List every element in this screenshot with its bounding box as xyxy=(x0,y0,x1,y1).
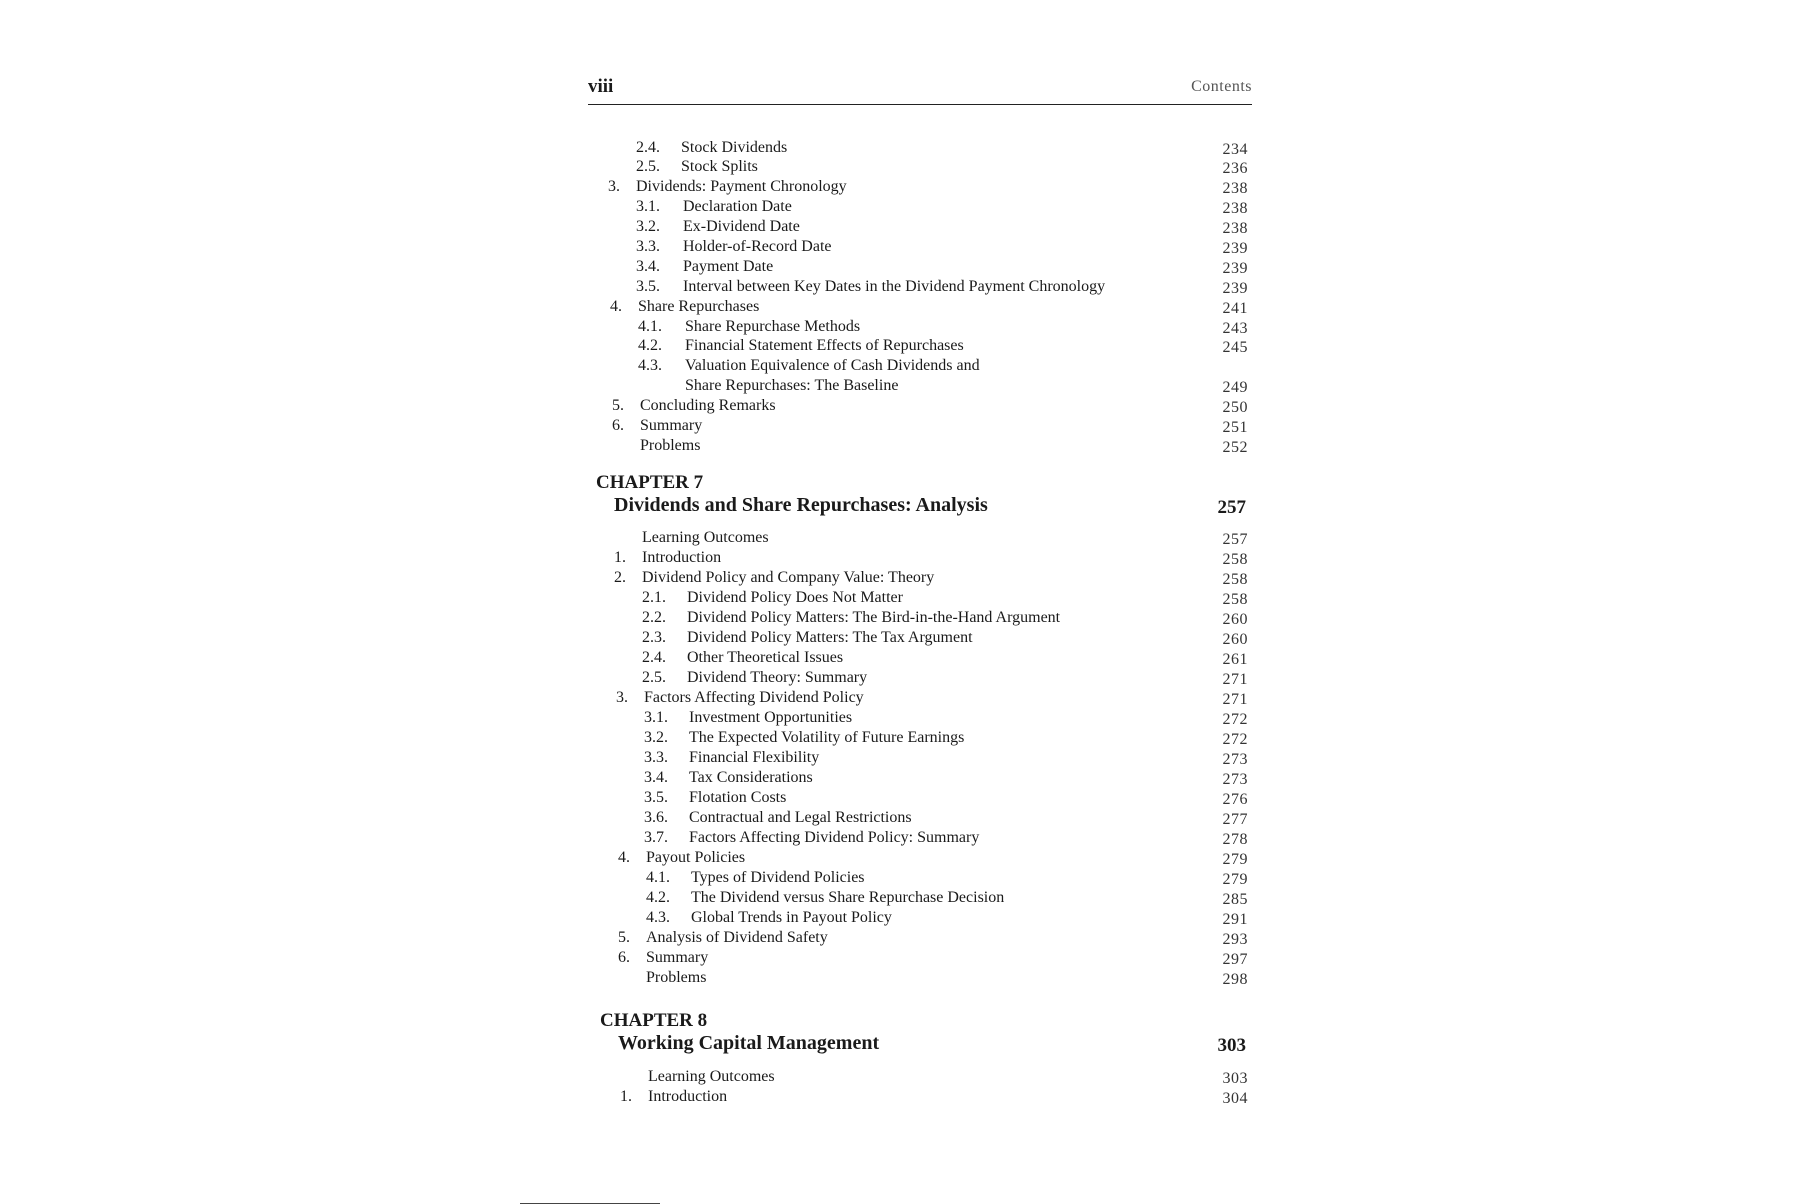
toc-entry-number: 3. xyxy=(616,689,628,706)
toc-entry-title: Concluding Remarks xyxy=(640,397,776,414)
chapter-page: 303 xyxy=(1217,1035,1246,1056)
toc-entry-page: 304 xyxy=(1222,1090,1248,1107)
toc-entry xyxy=(612,417,1168,437)
running-head: Contents xyxy=(1191,78,1252,95)
toc-entry-page: 239 xyxy=(1222,280,1248,297)
toc-entry xyxy=(618,929,1168,949)
toc-entry-title: Financial Statement Effects of Repurchases xyxy=(685,337,964,354)
toc-entry xyxy=(614,529,1168,549)
toc-entry xyxy=(644,809,1168,829)
toc-entry-page: 279 xyxy=(1222,871,1248,888)
toc-entry-title: Dividend Policy Matters: The Bird-in-the-Hand Argument xyxy=(687,609,1061,626)
toc-entry xyxy=(644,769,1168,789)
toc-entry-page: 258 xyxy=(1222,551,1248,568)
toc-entry xyxy=(644,729,1168,749)
toc-entry xyxy=(642,649,1168,669)
toc-entry-page: 250 xyxy=(1222,399,1248,416)
toc-entry-title: Problems xyxy=(640,437,701,454)
toc-entry-number: 2.4. xyxy=(642,649,666,666)
toc-entry-page: 260 xyxy=(1222,611,1248,628)
toc-entry xyxy=(614,569,1168,589)
toc-entry-number: 3.2. xyxy=(636,218,660,235)
toc-entry-page: 245 xyxy=(1222,339,1248,356)
toc-entry-page: 249 xyxy=(1222,379,1248,396)
toc-entry-number: 3.7. xyxy=(644,829,668,846)
toc-entry xyxy=(636,278,1168,298)
toc-entry-number: 3. xyxy=(608,178,620,195)
toc-entry-page: 273 xyxy=(1222,751,1248,768)
toc-entry xyxy=(644,829,1168,849)
toc-entry-page: 260 xyxy=(1222,631,1248,648)
toc-entry-title: Dividend Policy Does Not Matter xyxy=(687,589,903,606)
toc-entry xyxy=(642,629,1168,649)
toc-entry-title: Dividend Policy Matters: The Tax Argument xyxy=(687,629,973,646)
toc-entry xyxy=(644,709,1168,729)
toc-entry-title: Types of Dividend Policies xyxy=(691,869,865,886)
toc-entry-title: Ex-Dividend Date xyxy=(683,218,800,235)
toc-entry xyxy=(612,397,1168,417)
toc-entry xyxy=(638,357,1168,377)
toc-entry-title: Payout Policies xyxy=(646,849,746,866)
toc-entry-page: 272 xyxy=(1222,731,1248,748)
toc-entry xyxy=(620,1068,1168,1088)
toc-entry-page: 257 xyxy=(1222,531,1248,548)
toc-entry-number: 3.6. xyxy=(644,809,668,826)
chapter-title: Dividends and Share Repurchases: Analysis xyxy=(614,494,988,516)
toc-entry-title: Share Repurchases: The Baseline xyxy=(685,377,899,394)
toc-entry-page: 241 xyxy=(1222,300,1248,317)
toc-entry-title: Dividend Theory: Summary xyxy=(687,669,868,686)
toc-entry-number: 3.1. xyxy=(644,709,668,726)
toc-entry-title: Other Theoretical Issues xyxy=(687,649,844,666)
toc-entry-page: 238 xyxy=(1222,200,1248,217)
toc-entry-page: 271 xyxy=(1222,671,1248,688)
toc-entry xyxy=(642,609,1168,629)
toc-entry-title: Flotation Costs xyxy=(689,789,787,806)
toc-entry-title: Payment Date xyxy=(683,258,774,275)
toc-entry-number: 4.1. xyxy=(638,318,662,335)
toc-entry-number: 6. xyxy=(618,949,630,966)
toc-entry-page: 273 xyxy=(1222,771,1248,788)
toc-entry-number: 4.3. xyxy=(638,357,662,374)
toc-entry-title: Stock Splits xyxy=(681,158,758,175)
page-header xyxy=(588,76,1252,105)
toc-entry-title: Financial Flexibility xyxy=(689,749,820,766)
toc-entry-number: 3.4. xyxy=(644,769,668,786)
toc-entry-title: Stock Dividends xyxy=(681,139,788,156)
toc-entry xyxy=(638,377,1168,397)
toc-entry xyxy=(612,437,1168,457)
toc-entry xyxy=(608,178,1168,198)
toc-entry-page: 277 xyxy=(1222,811,1248,828)
toc-entry-number: 2.5. xyxy=(636,158,660,175)
toc-entry xyxy=(646,909,1168,929)
toc-entry xyxy=(610,298,1168,318)
toc-entry-page: 303 xyxy=(1222,1070,1248,1087)
toc-entry xyxy=(644,789,1168,809)
toc-entry-title: Share Repurchase Methods xyxy=(685,318,861,335)
toc-entry-title: Share Repurchases xyxy=(638,298,760,315)
toc-entry-page: 258 xyxy=(1222,591,1248,608)
toc-entry xyxy=(638,337,1168,357)
toc-entry xyxy=(646,889,1168,909)
toc-entry-page: 276 xyxy=(1222,791,1248,808)
toc-entry xyxy=(644,749,1168,769)
page-number: viii xyxy=(588,76,614,97)
chapter-label: CHAPTER 8 xyxy=(600,1010,708,1031)
toc-entry xyxy=(646,869,1168,889)
toc-entry-number: 4. xyxy=(618,849,630,866)
toc-entry-title: Problems xyxy=(646,969,707,986)
toc-entry-page: 293 xyxy=(1222,931,1248,948)
toc-entry-page: 285 xyxy=(1222,891,1248,908)
toc-entry-page: 272 xyxy=(1222,711,1248,728)
toc-entry xyxy=(616,689,1168,709)
toc-entry xyxy=(642,589,1168,609)
toc-entry-number: 3.3. xyxy=(644,749,668,766)
toc-entry-title: Factors Affecting Dividend Policy: Summary xyxy=(689,829,980,846)
toc-entry-number: 4. xyxy=(610,298,622,315)
toc-entry-page: 238 xyxy=(1222,180,1248,197)
toc-entry-number: 3.5. xyxy=(644,789,668,806)
toc-entry xyxy=(620,1088,1168,1108)
toc-entry xyxy=(636,158,1168,178)
toc-entry-page: 236 xyxy=(1222,160,1248,177)
toc-entry-number: 1. xyxy=(614,549,626,566)
toc-entry-number: 6. xyxy=(612,417,624,434)
toc-entry-title: Summary xyxy=(646,949,709,966)
toc-entry xyxy=(636,198,1168,218)
toc-entry-page: 258 xyxy=(1222,571,1248,588)
toc-entry-title: Tax Considerations xyxy=(689,769,813,786)
toc-entry-number: 5. xyxy=(612,397,624,414)
toc-entry-page: 251 xyxy=(1222,419,1248,436)
toc-entry-page: 271 xyxy=(1222,691,1248,708)
toc-entry-title: Factors Affecting Dividend Policy xyxy=(644,689,864,706)
toc-entry-title: Introduction xyxy=(642,549,722,566)
toc-entry-title: Declaration Date xyxy=(683,198,792,215)
toc-entry-number: 2.2. xyxy=(642,609,666,626)
toc-entry-title: Investment Opportunities xyxy=(689,709,853,726)
toc-entry-number: 5. xyxy=(618,929,630,946)
toc-entry-number: 3.5. xyxy=(636,278,660,295)
toc-entry xyxy=(618,949,1168,969)
toc-entry xyxy=(618,969,1168,989)
toc-entry-page: 238 xyxy=(1222,220,1248,237)
toc-entry-number: 2.1. xyxy=(642,589,666,606)
toc-entry xyxy=(636,258,1168,278)
toc-entry-title: Dividend Policy and Company Value: Theory xyxy=(642,569,935,586)
toc-entry xyxy=(636,218,1168,238)
toc-entry-title: The Dividend versus Share Repurchase Decision xyxy=(691,889,1005,906)
toc-entry-title: Holder-of-Record Date xyxy=(683,238,832,255)
toc-entry-page: 261 xyxy=(1222,651,1248,668)
chapter-label: CHAPTER 7 xyxy=(596,472,704,493)
toc-entry xyxy=(638,318,1168,338)
toc-entry-number: 2. xyxy=(614,569,626,586)
toc-entry-title: Global Trends in Payout Policy xyxy=(691,909,892,926)
toc-entry-number: 3.3. xyxy=(636,238,660,255)
chapter-title: Working Capital Management xyxy=(618,1032,880,1054)
toc-entry-page: 252 xyxy=(1222,439,1248,456)
toc-entry-title: Summary xyxy=(640,417,703,434)
toc-entry-page: 239 xyxy=(1222,240,1248,257)
toc-entry-title: Analysis of Dividend Safety xyxy=(646,929,828,946)
toc-entry-title: Contractual and Legal Restrictions xyxy=(689,809,912,826)
toc-entry-page: 279 xyxy=(1222,851,1248,868)
toc-entry-title: Dividends: Payment Chronology xyxy=(636,178,847,195)
toc-entry-title: Introduction xyxy=(648,1088,728,1105)
toc-entry-title: Learning Outcomes xyxy=(648,1068,775,1085)
toc-entry xyxy=(636,238,1168,258)
toc-entry xyxy=(614,549,1168,569)
toc-entry-number: 2.4. xyxy=(636,139,660,156)
toc-entry xyxy=(636,139,1168,159)
toc-entry-title: The Expected Volatility of Future Earnings xyxy=(689,729,965,746)
toc-entry-number: 3.1. xyxy=(636,198,660,215)
toc-entry-title: Interval between Key Dates in the Dividend Payment Chronology xyxy=(683,278,1106,295)
toc-entry-page: 243 xyxy=(1222,320,1248,337)
toc-entry-title: Learning Outcomes xyxy=(642,529,769,546)
toc-entry-number: 2.3. xyxy=(642,629,666,646)
chapter-page: 257 xyxy=(1217,497,1246,518)
toc-entry-number: 4.2. xyxy=(638,337,662,354)
toc-entry-number: 4.1. xyxy=(646,869,670,886)
toc-entry-number: 3.2. xyxy=(644,729,668,746)
toc-entry-number: 3.4. xyxy=(636,258,660,275)
toc-entry-page: 239 xyxy=(1222,260,1248,277)
toc-entry-page: 291 xyxy=(1222,911,1248,928)
toc-entry xyxy=(642,669,1168,689)
toc-entry-number: 2.5. xyxy=(642,669,666,686)
toc-entry-page: 234 xyxy=(1222,141,1248,158)
toc-entry-title: Valuation Equivalence of Cash Dividends and xyxy=(685,357,980,374)
toc-entry-number: 1. xyxy=(620,1088,632,1105)
toc-entry-page: 297 xyxy=(1222,951,1248,968)
toc-entry-page: 278 xyxy=(1222,831,1248,848)
toc-entry-number: 4.3. xyxy=(646,909,670,926)
toc-entry xyxy=(618,849,1168,869)
toc-entry-page: 298 xyxy=(1222,971,1248,988)
toc-entry-number: 4.2. xyxy=(646,889,670,906)
